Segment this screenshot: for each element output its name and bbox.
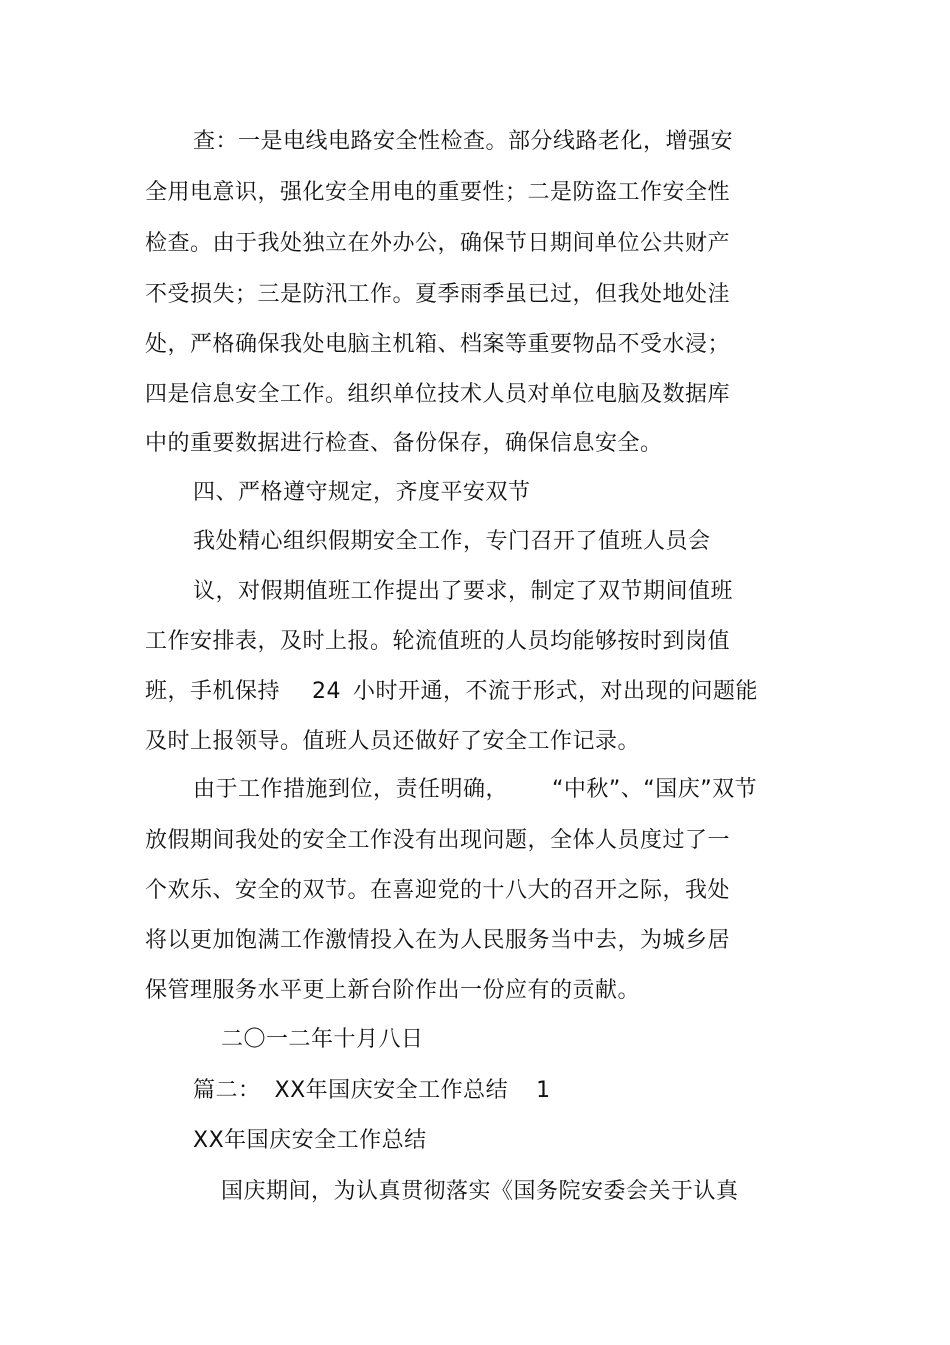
- paragraph-line: 四是信息安全工作。组织单位技术人员对单位电脑及数据库: [145, 382, 731, 407]
- date-line: 二〇一二年十月八日: [221, 1027, 424, 1052]
- paragraph-line: 及时上报领导。值班人员还做好了安全工作记录。: [145, 729, 641, 754]
- paragraph-line: 工作安排表，及时上报。轮流值班的人员均能够按时到岗值: [145, 629, 731, 654]
- paragraph-line: 查：一是电线电路安全性检查。部分线路老化，增强安: [193, 129, 734, 154]
- paragraph-line: [145, 677, 758, 707]
- line-segment: 1: [536, 1078, 551, 1103]
- paragraph-line: 不受损失；三是防汛工作。夏季雨季虽已过，但我处地处洼: [145, 282, 731, 307]
- section-heading: [193, 1076, 551, 1106]
- paragraph-line: 保管理服务水平更上新台阶作出一份应有的贡献。: [145, 978, 641, 1003]
- paragraph-line: 中的重要数据进行检查、备份保存，确保信息安全。: [145, 431, 663, 456]
- paragraph-line: 放假期间我处的安全工作没有出现问题，全体人员度过了一: [145, 828, 731, 853]
- document-title: XX年国庆安全工作总结: [193, 1128, 427, 1153]
- line-segment: 24: [312, 679, 342, 704]
- paragraph-line: 检查。由于我处独立在外办公，确保节日期间单位公共财产: [145, 231, 731, 256]
- paragraph-line: 处，严格确保我处电脑主机箱、档案等重要物品不受水浸；: [145, 332, 731, 357]
- paragraph-line: 国庆期间，为认真贯彻落实《国务院安委会关于认真: [221, 1179, 739, 1204]
- line-segment: 班，手机保持: [145, 679, 281, 704]
- section-heading: 四、严格遵守规定，齐度平安双节: [193, 480, 531, 505]
- line-segment: XX年国庆安全工作总结: [274, 1078, 509, 1103]
- line-segment: 篇二：: [193, 1078, 261, 1103]
- paragraph-line: 个欢乐、安全的双节。在喜迎党的十八大的召开之际，我处: [145, 878, 731, 903]
- paragraph-line: 将以更加饱满工作激情投入在为人民服务当中去，为城乡居: [145, 928, 731, 953]
- line-segment: “中秋”、“国庆”双节: [552, 777, 758, 802]
- paragraph-line: 我处精心组织假期安全工作，专门召开了值班人员会: [193, 529, 711, 554]
- paragraph-line: 议，对假期值班工作提出了要求，制定了双节期间值班: [193, 579, 734, 604]
- line-segment: 由于工作措施到位，责任明确，: [193, 777, 509, 802]
- line-segment: 小时开通，不流于形式，对出现的问题能: [353, 679, 759, 704]
- paragraph-line: [193, 775, 757, 805]
- paragraph-line: 全用电意识，强化安全用电的重要性；二是防盗工作安全性: [145, 180, 731, 205]
